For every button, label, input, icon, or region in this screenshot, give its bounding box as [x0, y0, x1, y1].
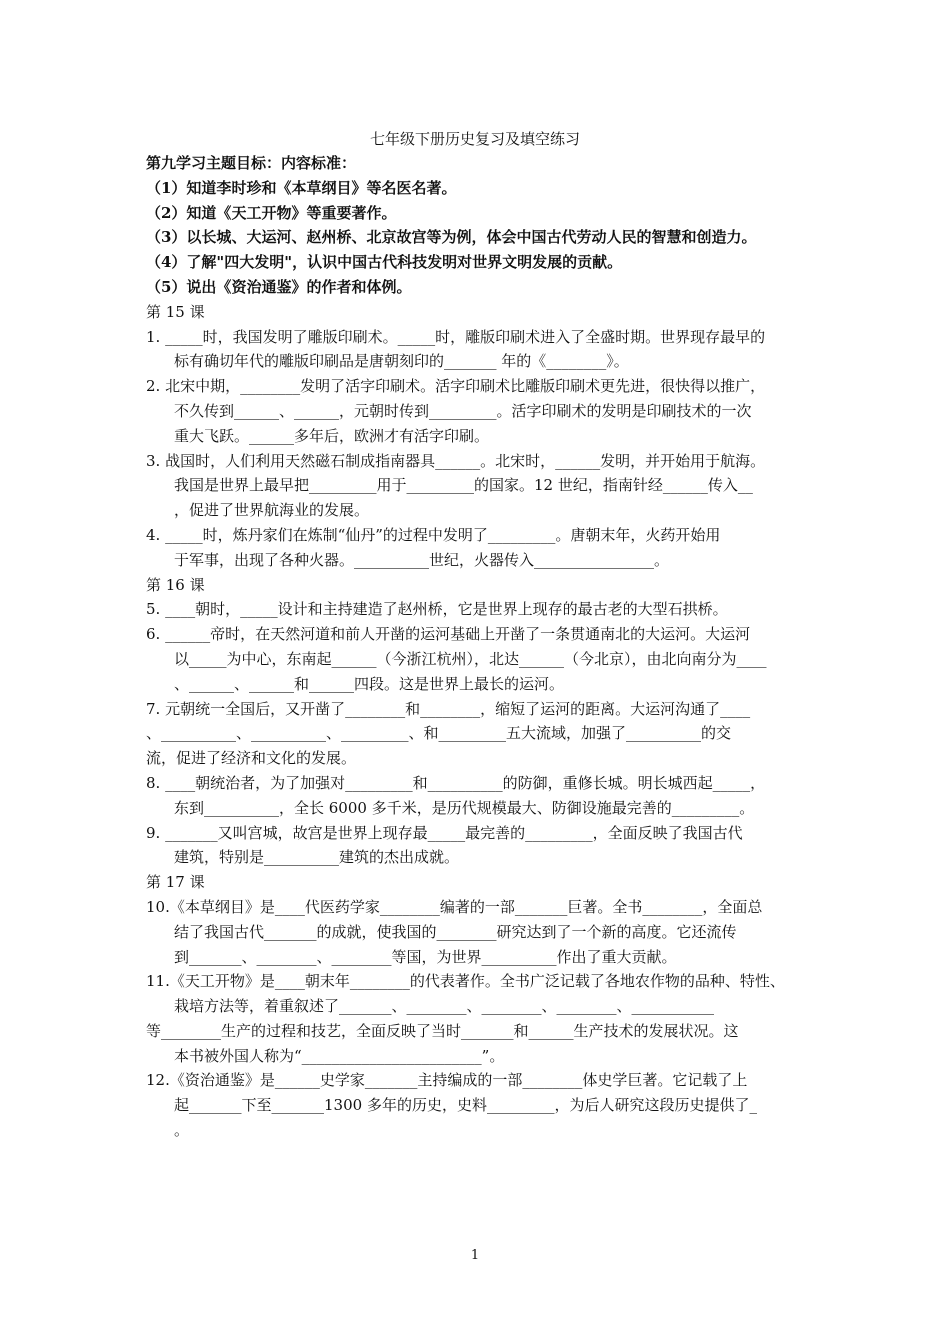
- question-10-line: 结了我国古代_______的成就，使我国的________研究达到了一个新的高度。它还流传: [174, 922, 737, 941]
- question-9-line: 建筑，特别是__________建筑的杰出成就。: [174, 848, 460, 867]
- question-7-line: 流，促进了经济和文化的发展。: [146, 749, 357, 768]
- question-7-line: 7. 元朝统一全国后，又开凿了________和________，缩短了运河的距离。大运河沟通了____: [146, 699, 751, 718]
- question-8-line: 8. ____朝统治者，为了加强对_________和__________的防御，重修长城。明长城西起_____，: [146, 773, 766, 792]
- question-4-line: 于军事，出现了各种火器。__________世纪，火器传入________________。: [174, 550, 670, 569]
- question-7-line: 、__________、__________、_________、和_________五大流域，加强了__________的交: [146, 724, 732, 743]
- lesson-17-heading: 第 17 课: [146, 873, 205, 892]
- lesson-16-heading: 第 16 课: [146, 575, 205, 594]
- question-11-line: 本书被外国人称为“________________________”。: [174, 1046, 505, 1065]
- question-9-line: 9. _______又叫宫城，故宫是世界上现存最_____最完善的_________，全面反映了我国古代: [146, 823, 743, 842]
- question-10-line: 10.《本草纲目》是____代医药学家________编著的一部_______巨著。全书________，全面总: [146, 897, 763, 916]
- question-1-line: 标有确切年代的雕版印刷品是唐朝刻印的_______ 年的《________》。: [174, 352, 629, 371]
- question-8-line: 东到__________，全长 6000 多千米，是历代规模最大、防御设施最完善的_________。: [174, 798, 755, 817]
- question-11-line: 栽培方法等，着重叙述了_______、________、________、________、___________: [174, 997, 715, 1016]
- question-2-line: 2. 北宋中期，________发明了活字印刷术。活字印刷术比雕版印刷术更先进，很快得以推广，: [146, 377, 766, 396]
- question-10-line: 到_______、________、________等国，为世界__________作出了重大贡献。: [174, 947, 677, 966]
- document-title: 七年级下册历史复习及填空练习: [369, 130, 580, 148]
- question-2-line: 不久传到______、______，元朝时传到_________。活字印刷术的发明是印刷技术的一次: [174, 401, 752, 420]
- goal-item: （1）知道李时珍和《本草纲目》等名医名著。: [146, 178, 457, 197]
- question-6-line: 、______、______和______四段。这是世界上最长的运河。: [174, 674, 565, 693]
- lesson-15-heading: 第 15 课: [146, 302, 205, 321]
- goals-heading: 第九学习主题目标：内容标准：: [146, 154, 357, 172]
- document-body: [146, 151, 826, 1143]
- question-3-line: 我国是世界上最早把_________用于_________的国家。12 世纪，指南针经______传入__: [174, 476, 753, 495]
- page-number: 1: [470, 1248, 480, 1263]
- question-5-line: 5. ____朝时，_____设计和主持建造了赵州桥，它是世界上现存的最古老的大型石拱桥。: [146, 600, 728, 619]
- question-6-line: 以_____为中心，东南起______（今浙江杭州），北达______（今北京），由北向南分为____: [174, 649, 767, 668]
- goal-item: （4）了解"四大发明"，认识中国古代科技发明对世界文明发展的贡献。: [146, 253, 623, 272]
- goal-item: （3）以长城、大运河、赵州桥、北京故宫等为例，体会中国古代劳动人民的智慧和创造力。: [146, 228, 757, 247]
- question-4-line: 4. _____时，炼丹家们在炼制“仙丹”的过程中发明了_________。唐朝末年，火药开始用: [146, 525, 721, 544]
- question-12-line: 起_______下至_______1300 多年的历史，史料_________，为后人研究这段历史提供了_: [174, 1096, 757, 1115]
- question-2-line: 重大飞跃。______多年后，欧洲才有活字印刷。: [174, 426, 490, 445]
- question-12-line: 。: [174, 1121, 190, 1140]
- question-11-line: 11.《天工开物》是____朝末年________的代表著作。全书广泛记载了各地农作物的品种、特性、: [146, 972, 785, 991]
- question-1-line: 1. _____时，我国发明了雕版印刷术。_____时，雕版印刷术进入了全盛时期。世界现存最早的: [146, 327, 766, 346]
- question-6-line: 6. ______帝时，在天然河道和前人开凿的运河基础上开凿了一条贯通南北的大运河。大运河: [146, 625, 751, 644]
- question-12-line: 12.《资治通鉴》是______史学家_______主持编成的一部________体史学巨著。它记载了上: [146, 1071, 748, 1090]
- question-3-line: ，促进了世界航海业的发展。: [174, 501, 370, 520]
- question-3-line: 3. 战国时，人们利用天然磁石制成指南器具______。北宋时，______发明，并开始用于航海。: [146, 451, 766, 470]
- goal-item: （2）知道《天工开物》等重要著作。: [146, 203, 397, 222]
- goal-item: （5）说出《资治通鉴》的作者和体例。: [146, 277, 412, 296]
- question-11-line: 等________生产的过程和技艺，全面反映了当时_______和______生产技术的发展状况。这: [146, 1021, 739, 1040]
